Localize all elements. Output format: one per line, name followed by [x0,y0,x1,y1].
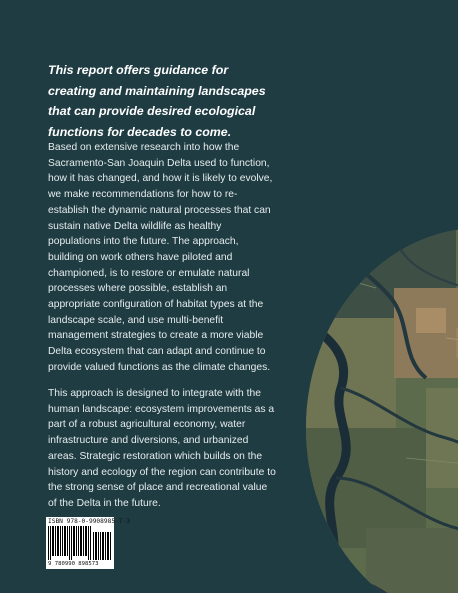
body-paragraph-approach: This approach is designed to integrate with the human landscape: ecosystem improvements as a part of a robust agricultural economy, water infrastructure and diversions, and urbanized areas. Strategic restoration which builds on the history and ecology of the region can contribute to the strong sense of place and recreational value of the Delta in the future. [48,388,276,509]
body-paragraph-research: Based on extensive research into how the Sacramento-San Joaquin Delta used to function, how it has changed, and how it is likely to evolve, we make recommendations for how to re-establish the dynamic natural processes that can sustain native Delta wildlife as healthy populations into the future. The approach, building on work others have piloted and championed, is to restore or emulate natural processes where possible, establish an appropriate configuration of habitat types at the landscape scale, and use multi-benefit management strategies to create a more viable Delta ecosystem that can adapt and continue to provide valued functions as the climate changes. [48,142,273,373]
barcode-digits: 9 780990 898573 [48,561,99,567]
isbn-barcode [46,517,130,569]
intro-statement: This report offers guidance for creating and maintaining landscapes that can provide desired ecological functions for decades to come. [48,63,266,139]
barcode-bars [48,526,112,560]
aerial-map-graphic [306,228,458,593]
isbn-number: ISBN 978-0-9908985-7-3 [48,518,130,525]
aerial-map-image [306,228,458,593]
